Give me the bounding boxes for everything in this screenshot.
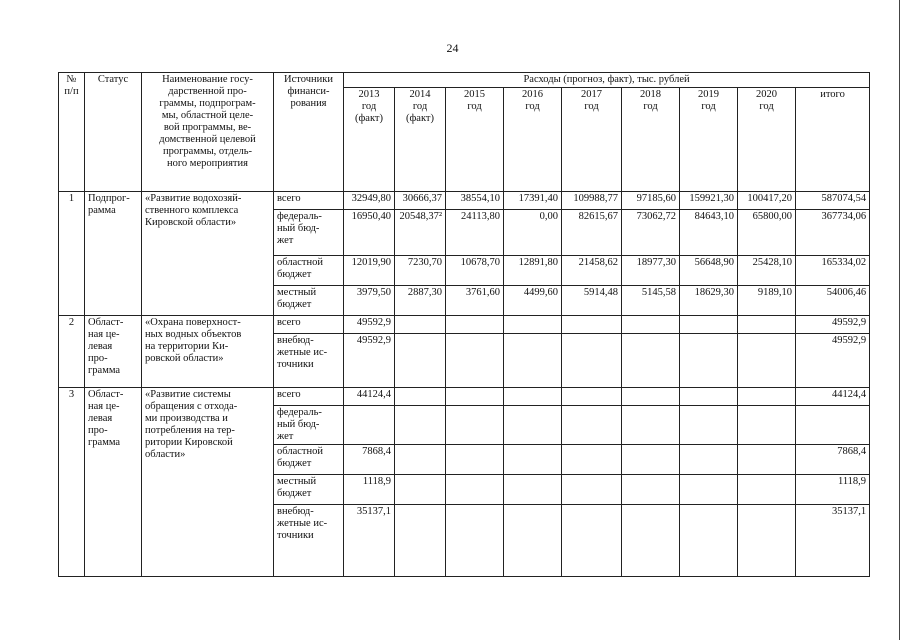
year-value-cell [562,316,622,334]
year-value-cell [395,505,446,577]
funding-source-cell: внебюд- жетные ис- точники [274,505,344,577]
year-value-cell [738,388,796,406]
year-value-cell: 16950,40 [344,210,395,256]
total-value-cell: 44124,4 [796,388,870,406]
year-value-cell [504,316,562,334]
year-value-cell: 5914,48 [562,286,622,316]
year-value-cell: 12891,80 [504,256,562,286]
year-value-cell: 4499,60 [504,286,562,316]
year-value-cell: 30666,37 [395,192,446,210]
total-value-cell: 49592,9 [796,316,870,334]
year-value-cell: 82615,67 [562,210,622,256]
year-value-cell: 56648,90 [680,256,738,286]
total-value-cell: 587074,54 [796,192,870,210]
year-value-cell [504,406,562,445]
year-value-cell [395,475,446,505]
year-value-cell [395,334,446,388]
column-header-year: 2013 год (факт) [344,88,395,192]
year-value-cell [738,406,796,445]
funding-source-cell: всего [274,388,344,406]
year-value-cell: 17391,40 [504,192,562,210]
year-value-cell [446,445,504,475]
year-value-cell [738,445,796,475]
year-value-cell [395,316,446,334]
year-value-cell: 65800,00 [738,210,796,256]
column-header-year: 2020 год [738,88,796,192]
total-value-cell [796,406,870,445]
total-value-cell: 367734,06 [796,210,870,256]
year-value-cell: 2887,30 [395,286,446,316]
year-value-cell [622,334,680,388]
year-value-cell: 10678,70 [446,256,504,286]
year-value-cell [446,475,504,505]
year-value-cell [562,388,622,406]
year-value-cell: 12019,90 [344,256,395,286]
year-value-cell [738,334,796,388]
budget-table [58,72,870,577]
funding-source-cell: федераль- ный бюд- жет [274,210,344,256]
year-value-cell: 49592,9 [344,334,395,388]
column-header-number: № п/п [59,73,85,192]
year-value-cell: 109988,77 [562,192,622,210]
year-value-cell: 159921,30 [680,192,738,210]
year-value-cell: 9189,10 [738,286,796,316]
status-cell: Област- ная це- левая про- грамма [85,316,142,388]
year-value-cell: 3761,60 [446,286,504,316]
row-number-cell: 2 [59,316,85,388]
status-cell: Подпрог- рамма [85,192,142,316]
year-value-cell [622,505,680,577]
total-value-cell: 49592,9 [796,334,870,388]
table-header-row [59,73,870,88]
year-value-cell: 0,00 [504,210,562,256]
program-name-cell: «Развитие системы обращения с отхода- ми производства и потребления на тер- ритории Кировской области» [142,388,274,577]
year-value-cell: 3979,50 [344,286,395,316]
year-value-cell: 49592,9 [344,316,395,334]
scan-edge-line [899,0,900,640]
year-value-cell [504,445,562,475]
table-body [59,192,870,577]
funding-source-cell: всего [274,316,344,334]
column-header-status: Статус [85,73,142,192]
year-value-cell [344,406,395,445]
year-value-cell [504,334,562,388]
year-value-cell [504,505,562,577]
column-header-name: Наименование госу- дарственной про- граммы, подпрограм- мы, областной целе- вой программы, ве- домственной целевой программы, отдель- ного мероприятия [142,73,274,192]
year-value-cell [622,445,680,475]
year-value-cell [622,388,680,406]
total-value-cell: 35137,1 [796,505,870,577]
column-header-year: 2019 год [680,88,738,192]
year-value-cell [680,334,738,388]
funding-source-cell: всего [274,192,344,210]
table-row [59,388,870,406]
year-value-cell: 100417,20 [738,192,796,210]
status-cell: Област- ная це- левая про- грамма [85,388,142,577]
column-header-year: 2016 год [504,88,562,192]
table-row [59,316,870,334]
year-value-cell: 44124,4 [344,388,395,406]
column-header-year: 2015 год [446,88,504,192]
funding-source-cell: местный бюджет [274,475,344,505]
column-header-expenses: Расходы (прогноз, факт), тыс. рублей [344,73,870,88]
year-value-cell: 25428,10 [738,256,796,286]
year-value-cell: 5145,58 [622,286,680,316]
year-value-cell [446,406,504,445]
year-value-cell [562,445,622,475]
total-value-cell: 54006,46 [796,286,870,316]
year-value-cell: 84643,10 [680,210,738,256]
table-row [59,192,870,210]
column-header-total: итого [796,88,870,192]
funding-source-cell: областной бюджет [274,256,344,286]
year-value-cell [622,316,680,334]
year-value-cell: 1118,9 [344,475,395,505]
column-header-source: Источники финанси- рования [274,73,344,192]
year-value-cell [504,388,562,406]
total-value-cell: 7868,4 [796,445,870,475]
year-value-cell [680,445,738,475]
funding-source-cell: федераль- ный бюд- жет [274,406,344,445]
year-value-cell: 24113,80 [446,210,504,256]
program-name-cell: «Охрана поверхност- ных водных объектов на территории Ки- ровской области» [142,316,274,388]
column-header-year: 2017 год [562,88,622,192]
year-value-cell [680,475,738,505]
year-value-cell: 18977,30 [622,256,680,286]
row-number-cell: 3 [59,388,85,577]
year-value-cell: 7230,70 [395,256,446,286]
funding-source-cell: внебюд- жетные ис- точники [274,334,344,388]
year-value-cell: 97185,60 [622,192,680,210]
year-value-cell [504,475,562,505]
funding-source-cell: местный бюджет [274,286,344,316]
year-value-cell [622,406,680,445]
row-number-cell: 1 [59,192,85,316]
year-value-cell [562,475,622,505]
year-value-cell [395,388,446,406]
program-name-cell: «Развитие водохозяй- ственного комплекса Кировской области» [142,192,274,316]
year-value-cell [738,475,796,505]
year-value-cell [395,406,446,445]
year-value-cell [562,334,622,388]
total-value-cell: 165334,02 [796,256,870,286]
year-value-cell [680,388,738,406]
column-header-year: 2014 год (факт) [395,88,446,192]
year-value-cell: 7868,4 [344,445,395,475]
year-value-cell [446,505,504,577]
year-value-cell: 32949,80 [344,192,395,210]
year-value-cell [738,505,796,577]
year-value-cell: 38554,10 [446,192,504,210]
page-number: 24 [446,41,459,55]
year-value-cell [446,334,504,388]
year-value-cell [738,316,796,334]
total-value-cell: 1118,9 [796,475,870,505]
year-value-cell: 20548,37² [395,210,446,256]
year-value-cell: 35137,1 [344,505,395,577]
year-value-cell: 18629,30 [680,286,738,316]
year-value-cell [562,505,622,577]
year-value-cell [680,505,738,577]
year-value-cell [680,406,738,445]
year-value-cell [680,316,738,334]
column-header-year: 2018 год [622,88,680,192]
year-value-cell: 21458,62 [562,256,622,286]
funding-source-cell: областной бюджет [274,445,344,475]
year-value-cell [395,445,446,475]
year-value-cell [446,316,504,334]
year-value-cell [562,406,622,445]
year-value-cell [446,388,504,406]
year-value-cell [622,475,680,505]
year-value-cell: 73062,72 [622,210,680,256]
